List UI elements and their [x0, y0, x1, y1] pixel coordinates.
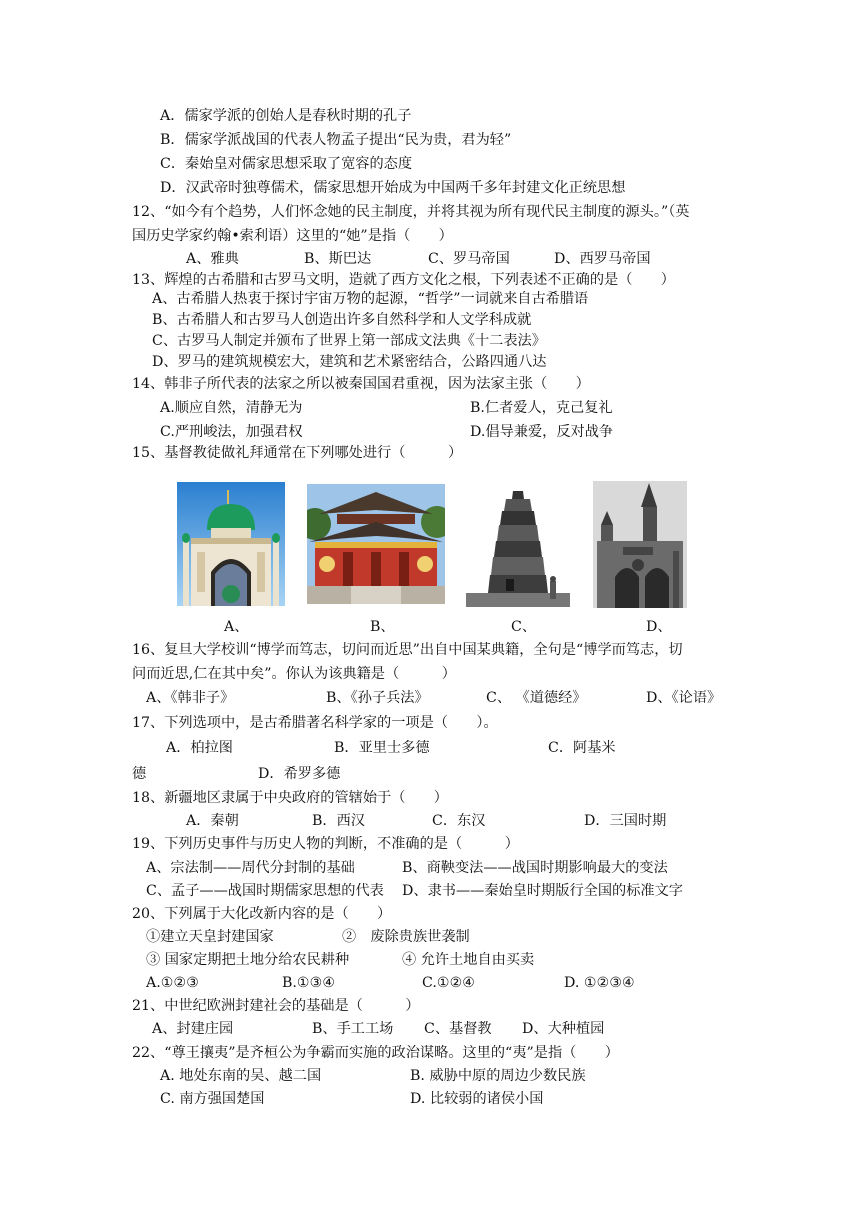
- q11-option-d: D．汉武帝时独尊儒术，儒家思想开始成为中国两千多年封建文化正统思想: [160, 180, 626, 196]
- q22-stem: 22、“尊王攘夷”是齐桓公为争霸而实施的政治谋略。这里的“夷”是指（ ）: [132, 1045, 619, 1061]
- q15-option-d: D、: [646, 619, 672, 635]
- q19-option-b: B、商鞅变法——战国时期影响最大的变法: [402, 860, 668, 876]
- q16-option-d: D、《论语》: [646, 690, 722, 706]
- q11-option-b: B．儒家学派战国的代表人物孟子提出“民为贵，君为轻”: [160, 132, 512, 148]
- q14-option-a: A.顺应自然，清静无为: [160, 400, 303, 416]
- q11-option-c: C．秦始皇对儒家思想采取了宽容的态度: [160, 156, 413, 172]
- q17-option-d: D．希罗多德: [258, 766, 341, 782]
- temple-photo: [307, 484, 445, 604]
- q21-option-a: A、封建庄园: [152, 1021, 234, 1037]
- q19-option-c: C、孟子——战国时期儒家思想的代表: [146, 883, 384, 899]
- q13-option-b: B、古希腊人和古罗马人创造出许多自然科学和人文学科成就: [152, 312, 532, 328]
- q12-stem-line1: 12、“如今有个趋势，人们怀念她的民主制度，并将其视为所有现代民主制度的源头。”（英: [132, 204, 690, 220]
- q16-stem-line2: 问而近思,仁在其中矣”。你认为该典籍是（ ）: [132, 666, 456, 682]
- q12-option-b: B、斯巴达: [304, 251, 372, 267]
- q18-stem: 18、新疆地区隶属于中央政府的管辖始于（ ）: [132, 790, 448, 806]
- pagoda-photo: [466, 485, 570, 607]
- q14-option-b: B.仁者爱人，克己复礼: [470, 400, 613, 416]
- q20-item-2: ② 废除贵族世袭制: [342, 929, 470, 945]
- q22-option-d: D. 比较弱的诸侯小国: [410, 1091, 544, 1107]
- q14-option-c: C.严刑峻法，加强君权: [160, 424, 303, 440]
- q17-option-a: A．柏拉图: [166, 740, 233, 756]
- q18-option-a: A．秦朝: [186, 813, 239, 829]
- q12-option-a: A、雅典: [186, 251, 239, 267]
- q14-option-d: D.倡导兼爱，反对战争: [470, 424, 614, 440]
- q16-option-b: B、《孙子兵法》: [326, 690, 429, 706]
- q20-option-d: D. ①②③④: [564, 975, 635, 991]
- q20-option-a: A.①②③: [146, 975, 199, 991]
- q13-option-a: A、古希腊人热衷于探讨宇宙万物的起源，“哲学”一词就来自古希腊语: [152, 291, 589, 307]
- q20-item-1: ①建立天皇封建国家: [146, 929, 274, 945]
- q13-stem: 13、辉煌的古希腊和古罗马文明，造就了西方文化之根，下列表述不正确的是（ ）: [132, 272, 675, 288]
- q16-option-c: C、 《道德经》: [486, 690, 587, 706]
- q19-stem: 19、下列历史事件与历史人物的判断，不准确的是（ ）: [132, 836, 519, 852]
- q12-option-c: C、罗马帝国: [428, 251, 510, 267]
- q15-option-a: A、: [224, 619, 249, 635]
- q20-item-4: ④ 允许土地自由买卖: [402, 952, 535, 968]
- q22-option-c: C. 南方强国楚国: [160, 1091, 265, 1107]
- q20-option-b: B.①③④: [282, 975, 336, 991]
- q15-option-c: C、: [511, 619, 537, 635]
- q21-option-c: C、基督教: [424, 1021, 492, 1037]
- mosque-photo: [177, 482, 285, 606]
- q21-option-d: D、大种植园: [522, 1021, 605, 1037]
- church-photo: [593, 481, 687, 608]
- q20-stem: 20、下列属于大化改新内容的是（ ）: [132, 906, 392, 922]
- q12-option-d: D、西罗马帝国: [554, 251, 651, 267]
- q12-stem-line2: 国历史学家约翰•索利语）这里的“她”是指（ ）: [132, 228, 453, 244]
- q15-stem: 15、基督教徒做礼拜通常在下列哪处进行（ ）: [132, 445, 463, 461]
- q16-stem-line1: 16、复旦大学校训“博学而笃志，切问而近思”出自中国某典籍，全句是“博学而笃志，切: [132, 642, 683, 658]
- q20-item-3: ③ 国家定期把土地分给农民耕种: [146, 952, 350, 968]
- q13-option-d: D、罗马的建筑规模宏大，建筑和艺术紧密结合，公路四通八达: [152, 354, 547, 370]
- q17-stem: 17、下列选项中，是古希腊著名科学家的一项是（ ）。: [132, 715, 498, 731]
- q19-option-d: D、隶书——秦始皇时期版行全国的标准文字: [402, 883, 683, 899]
- q22-option-a: A. 地处东南的吴、越二国: [160, 1068, 322, 1084]
- q11-option-a: A．儒家学派的创始人是春秋时期的孔子: [160, 108, 412, 124]
- q14-stem: 14、韩非子所代表的法家之所以被秦国国君重视，因为法家主张（ ）: [132, 376, 590, 392]
- q21-stem: 21、中世纪欧洲封建社会的基础是（ ）: [132, 998, 420, 1014]
- q19-option-a: A、宗法制——周代分封制的基础: [146, 860, 355, 876]
- q18-option-b: B．西汉: [312, 813, 365, 829]
- q13-option-c: C、古罗马人制定并颁布了世界上第一部成文法典《十二表法》: [152, 333, 546, 349]
- q17-option-b: B．亚里士多德: [334, 740, 430, 756]
- q17-option-c-continued: 德: [132, 766, 147, 782]
- q15-option-b: B、: [370, 619, 395, 635]
- q17-option-c: C．阿基米: [548, 740, 616, 756]
- q18-option-c: C．东汉: [432, 813, 486, 829]
- q18-option-d: D．三国时期: [584, 813, 667, 829]
- q21-option-b: B、手工工场: [312, 1021, 394, 1037]
- q16-option-a: A、《韩非子》: [146, 690, 235, 706]
- q22-option-b: B. 威胁中原的周边少数民族: [410, 1068, 586, 1084]
- q20-option-c: C.①②④: [422, 975, 476, 991]
